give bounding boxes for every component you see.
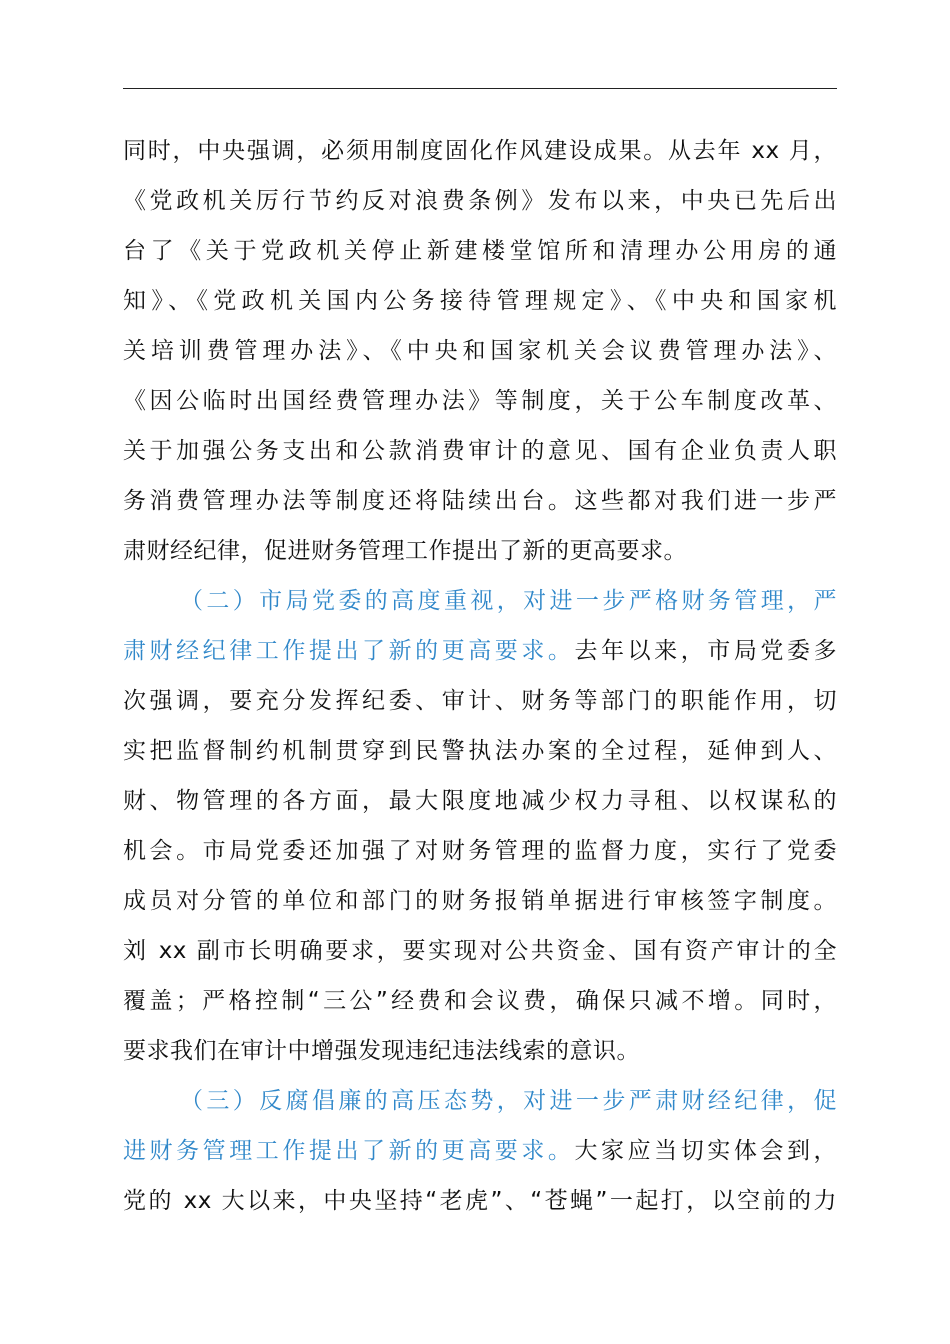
body-text: 成员对分管的单位和部门的财务报销单据进行审核签字制度。 — [123, 888, 837, 914]
text-line — [123, 476, 837, 526]
header-rule — [123, 88, 837, 89]
body-text: 实把监督制约机制贯穿到民警执法办案的全过程，延伸到人、 — [123, 738, 837, 764]
text-line — [123, 126, 837, 176]
text-line — [123, 276, 837, 326]
text-line — [123, 1026, 837, 1076]
section-heading-2-cont: 肃财经纪律工作提出了新的更高要求。 — [123, 638, 575, 664]
document-body — [123, 126, 837, 1226]
body-text: 务消费管理办法等制度还将陆续出台。这些都对我们进一步严 — [123, 488, 837, 514]
body-text: 覆盖；严格控制“三公”经费和会议费，确保只减不增。同时， — [123, 988, 837, 1014]
section-heading-3-cont: 进财务管理工作提出了新的更高要求。 — [123, 1138, 575, 1164]
text-line — [123, 876, 837, 926]
text-line — [123, 376, 837, 426]
body-text: 《党政机关厉行节约反对浪费条例》发布以来，中央已先后出 — [123, 188, 837, 214]
body-text: 知》、《党政机关国内公务接待管理规定》、《中央和国家机 — [123, 288, 837, 314]
text-line — [123, 976, 837, 1026]
body-text: 关于加强公务支出和公款消费审计的意见、国有企业负责人职 — [123, 438, 837, 464]
text-line — [123, 426, 837, 476]
body-text: 党的 xx 大以来，中央坚持“老虎”、“苍蝇”一起打，以空前的力 — [123, 1188, 837, 1214]
text-line — [123, 926, 837, 976]
body-text: 台了《关于党政机关停止新建楼堂馆所和清理办公用房的通 — [123, 238, 837, 264]
text-line — [123, 226, 837, 276]
section-heading-line — [123, 576, 837, 626]
body-text: 财、物管理的各方面，最大限度地减少权力寻租、以权谋私的 — [123, 788, 837, 814]
text-line — [123, 326, 837, 376]
section-heading-2: （二）市局党委的高度重视，对进一步严格财务管理，严 — [180, 588, 837, 614]
body-text: 肃财经纪律，促进财务管理工作提出了新的更高要求。 — [123, 538, 687, 564]
body-text: 同时，中央强调，必须用制度固化作风建设成果。从去年 xx 月， — [123, 138, 837, 164]
text-line — [123, 776, 837, 826]
body-text: 关培训费管理办法》、《中央和国家机关会议费管理办法》、 — [123, 338, 837, 364]
body-text: 大家应当切实体会到， — [574, 1138, 838, 1164]
section-heading-line — [123, 1076, 837, 1126]
section-heading-3: （三）反腐倡廉的高压态势，对进一步严肃财经纪律，促 — [180, 1088, 837, 1114]
text-line — [123, 676, 837, 726]
text-line — [123, 826, 837, 876]
text-line — [123, 726, 837, 776]
body-text: 去年以来，市局党委多 — [574, 638, 838, 664]
body-text: 要求我们在审计中增强发现违纪违法线索的意识。 — [123, 1038, 640, 1064]
body-text: 机会。市局党委还加强了对财务管理的监督力度，实行了党委 — [123, 838, 837, 864]
text-line — [123, 626, 837, 676]
body-text: 《因公临时出国经费管理办法》等制度，关于公车制度改革、 — [123, 388, 837, 414]
text-line — [123, 1126, 837, 1176]
body-text: 刘 xx 副市长明确要求，要实现对公共资金、国有资产审计的全 — [123, 938, 837, 964]
body-text: 次强调，要充分发挥纪委、审计、财务等部门的职能作用，切 — [123, 688, 837, 714]
text-line — [123, 526, 837, 576]
text-line — [123, 176, 837, 226]
text-line — [123, 1176, 837, 1226]
